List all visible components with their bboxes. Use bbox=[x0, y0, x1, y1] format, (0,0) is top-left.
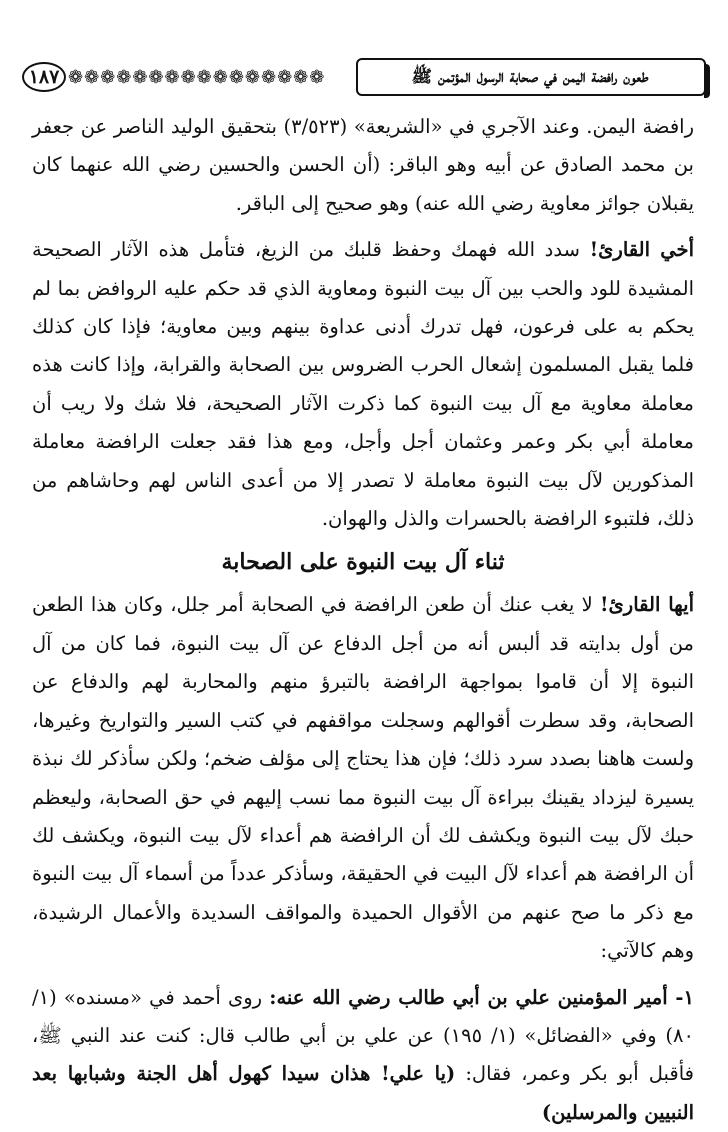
paragraph-2 bbox=[32, 231, 694, 538]
paragraph-3-lead: أيها القارئ! bbox=[599, 593, 695, 617]
paragraph-1 bbox=[32, 108, 694, 223]
paragraph-4-hadith: (يا علي! هذان سيدا كهول أهل الجنة وشبابها بعد النبيين والمرسلين) bbox=[32, 1062, 694, 1124]
paragraph-3 bbox=[32, 586, 694, 970]
running-title: طعون رافضة اليمن في صحابة الرسول المؤتمن ﷺ bbox=[411, 67, 649, 87]
paragraph-4 bbox=[32, 979, 694, 1132]
header-ornament-row: ❁❁❁❁❁❁❁❁❁❁❁❁❁❁❁❁ bbox=[68, 67, 326, 88]
page-header bbox=[22, 58, 706, 98]
paragraph-4-text: روى أحمد في «مسنده» (١/ ٨٠) وفي «الفضائل» (١/ ١٩٥) عن علي بن أبي طالب قال: كنت عند النبي ﷺ، فأقبل أبو بكر وعمر، فقال: bbox=[32, 985, 694, 1086]
paragraph-3-text: لا يغب عنك أن طعن الرافضة في الصحابة أمر جلل، وكان هذا الطعن من أول بدايته قد ألبس أنه من أجل الدفاع عن آل بيت النبوة، فما كان من آل النبوة إلا أن قاموا بمواجهة الرافضة بالتبرؤ منهم والمحاربة لهم والدفاع عن الصحابة، وقد سطرت أقوالهم وسجلت مواقفهم في كتب السير والتواريخ وغيرها، ولست هاهنا بصدد سرد ذلك؛ فإن هذا يحتاج إلى مؤلف ضخم؛ ولكن سأذكر لك نبذة يسيرة ليزداد يقينك ببراءة آل بيت النبوة مما نسب إليهم في حق الصحابة، وليعظم حبك لآل بيت النبوة ويكشف لك أن الرافضة هم أعداء لآل بيت النبوة، ويكشف لك أن الرافضة هم أعداء لآل البيت في الحقيقة، وسأذكر عدداً من أسماء آل بيت النبوة مع ذكر ما صح عنهم من الأقوال الحميدة والمواقف السديدة والأعمال الرشيدة، وهم كالآتي: bbox=[32, 593, 694, 963]
section-heading: ثناء آل بيت النبوة على الصحابة bbox=[221, 549, 505, 576]
paragraph-2-lead: أخي القارئ! bbox=[589, 238, 694, 262]
paragraph-4-lead: ١- أمير المؤمنين علي بن أبي طالب رضي الله عنه: bbox=[269, 985, 694, 1009]
paragraph-2-text: سدد الله فهمك وحفظ قلبك من الزيغ، فتأمل هذه الآثار الصحيحة المشيدة للود والحب بين آل بيت النبوة ومعاوية الذي قد حكم عليه الروافض بما لم يحكم به على فرعون، فهل تدرك أدنى عداوة بينهم وبين معاوية؛ فإذا كان كذلك فلما يقبل المسلمون إشعال الحرب الضروس بين الصحابة والقرابة، وإذا كانت هذه معاملة معاوية مع آل بيت النبوة كما ذكرت الآثار الصحيحة، فلا شك ولا ريب أن معاملة أبي بكر وعمر وعثمان أجل وأجل، ومع هذا فقد جعلت الرافضة معاملة المذكورين لآل بيت النبوة معاملة لا تصدر إلا من أعدى الناس لهم وحاشاهم من ذلك، فلتبوء الرافضة بالحسرات والذل والهوان. bbox=[32, 238, 694, 531]
running-title-box bbox=[356, 58, 706, 96]
paragraph-1-text: رافضة اليمن. وعند الآجري في «الشريعة» (٣/٥٢٣) بتحقيق الوليد الناصر عن جعفر بن محمد الصادق عن أبيه وهو الباقر: (أن الحسن والحسين رضي الله عنهما كان يقبلان جوائز معاوية رضي الله عنه) وهو صحيح إلى الباقر. bbox=[32, 115, 694, 215]
page-body bbox=[32, 108, 694, 1132]
page-number: ١٨٧ bbox=[22, 62, 66, 92]
